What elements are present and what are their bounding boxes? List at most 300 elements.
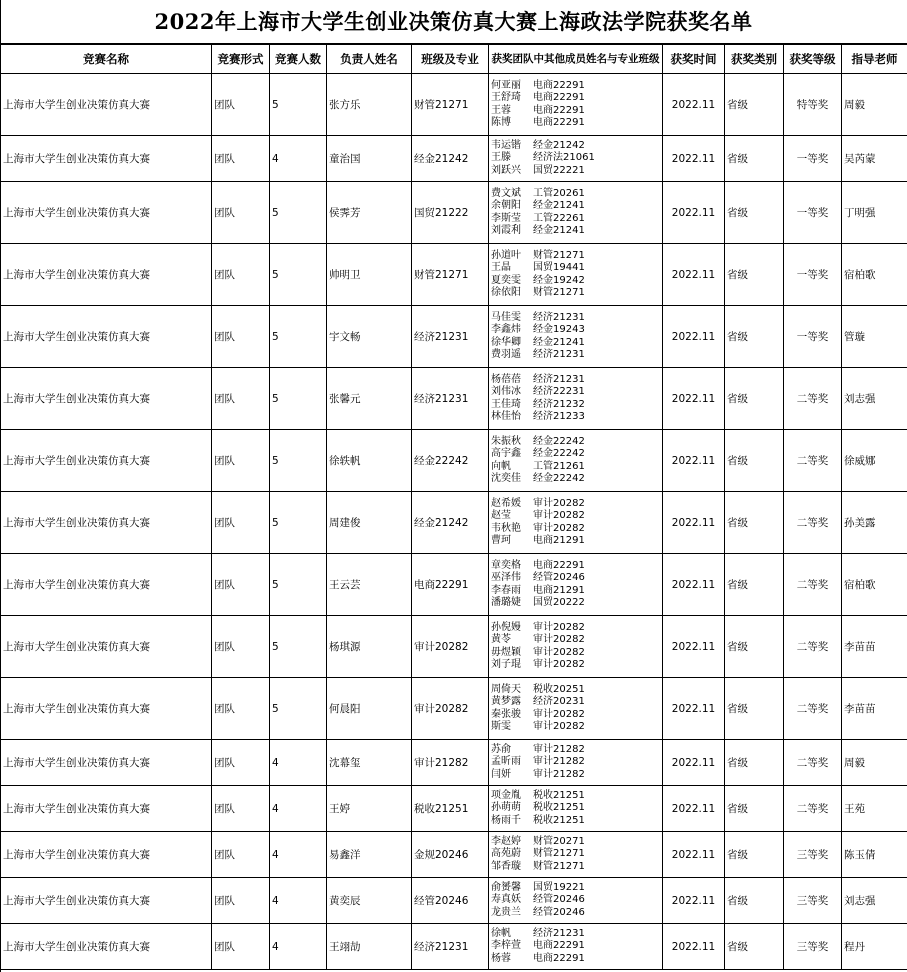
competition-name-cell: 上海市大学生创业决策仿真大赛 — [1, 306, 212, 368]
competition-form-cell: 团队 — [212, 136, 270, 182]
leader-class-cell: 金规20246 — [412, 832, 489, 878]
member-name: 李鑫炜 — [491, 324, 521, 336]
competition-form-cell: 团队 — [212, 678, 270, 740]
member-entry — [491, 399, 660, 411]
member-entry — [491, 634, 660, 646]
header-category: 获奖类别 — [725, 45, 784, 74]
member-class: 电商22291 — [533, 559, 585, 571]
member-entry — [491, 769, 660, 781]
leader-name-cell: 宇文畅 — [327, 306, 412, 368]
teacher-cell: 李苗苗 — [842, 678, 907, 740]
award-category-cell: 省级 — [725, 616, 784, 678]
award-category-cell: 省级 — [725, 554, 784, 616]
member-name: 王滕 — [491, 152, 511, 164]
header-teacher: 指导老师 — [842, 45, 907, 74]
member-class: 审计20282 — [533, 621, 585, 633]
member-name: 赵莹 — [491, 510, 511, 522]
member-class: 审计20282 — [533, 634, 585, 646]
member-name: 徐帆 — [491, 927, 511, 939]
member-name: 赵希媛 — [491, 497, 521, 509]
table-row — [1, 878, 907, 924]
member-entry — [491, 622, 660, 634]
leader-name-cell: 童治国 — [327, 136, 412, 182]
member-class: 工管20261 — [533, 187, 585, 199]
teacher-cell: 陈玉倩 — [842, 832, 907, 878]
members-cell — [489, 430, 663, 492]
member-name: 毋煜颖 — [491, 646, 521, 658]
member-name: 余朝阳 — [491, 200, 521, 212]
team-count-cell: 5 — [270, 74, 327, 136]
teacher-cell: 宿柏歌 — [842, 244, 907, 306]
member-name: 杨蓉 — [491, 952, 511, 964]
leader-name-cell: 徐轶帆 — [327, 430, 412, 492]
member-name: 章奕格 — [491, 559, 521, 571]
competition-form-cell: 团队 — [212, 182, 270, 244]
member-class: 税收21251 — [533, 802, 585, 814]
members-cell — [489, 136, 663, 182]
member-name: 费羽遥 — [491, 348, 521, 360]
team-count-cell: 5 — [270, 368, 327, 430]
member-name: 黄梦露 — [491, 696, 521, 708]
members-cell — [489, 182, 663, 244]
teacher-cell: 管璇 — [842, 306, 907, 368]
member-name: 李斯莹 — [491, 212, 521, 224]
leader-name-cell: 帅明卫 — [327, 244, 412, 306]
members-cell — [489, 616, 663, 678]
member-name: 高苑蔚 — [491, 848, 521, 860]
members-cell — [489, 492, 663, 554]
member-name: 王蓉 — [491, 104, 511, 116]
member-class: 经济法21061 — [533, 152, 595, 164]
leader-name-cell: 王婷 — [327, 786, 412, 832]
member-name: 费文斌 — [491, 187, 521, 199]
award-category-cell: 省级 — [725, 924, 784, 970]
members-cell — [489, 74, 663, 136]
award-category-cell: 省级 — [725, 786, 784, 832]
team-count-cell: 4 — [270, 136, 327, 182]
team-count-cell: 5 — [270, 616, 327, 678]
award-level-cell: 一等奖 — [784, 244, 842, 306]
member-name: 王晶 — [491, 262, 511, 274]
members-cell — [489, 244, 663, 306]
competition-name-cell: 上海市大学生创业决策仿真大赛 — [1, 786, 212, 832]
competition-form-cell: 团队 — [212, 616, 270, 678]
competition-form-cell: 团队 — [212, 74, 270, 136]
member-entry — [491, 790, 660, 802]
member-entry — [491, 213, 660, 225]
competition-name-cell: 上海市大学生创业决策仿真大赛 — [1, 492, 212, 554]
member-name: 秦张骏 — [491, 708, 521, 720]
award-category-cell: 省级 — [725, 878, 784, 924]
member-name: 龙贵兰 — [491, 906, 521, 918]
member-entry — [491, 953, 660, 965]
member-class: 财管21271 — [533, 860, 585, 872]
member-name: 潘璐婕 — [491, 596, 521, 608]
award-time-cell: 2022.11 — [663, 616, 725, 678]
competition-name-cell: 上海市大学生创业决策仿真大赛 — [1, 74, 212, 136]
teacher-cell: 刘志强 — [842, 368, 907, 430]
member-name: 邹香璇 — [491, 860, 521, 872]
member-name: 高宇鑫 — [491, 448, 521, 460]
member-name: 孟昕雨 — [491, 756, 521, 768]
member-entry — [491, 337, 660, 349]
table-row — [1, 306, 907, 368]
leader-class-cell: 审计20282 — [412, 616, 489, 678]
award-level-cell: 三等奖 — [784, 832, 842, 878]
leader-name-cell: 周建俊 — [327, 492, 412, 554]
member-name: 闫妍 — [491, 768, 511, 780]
member-class: 财管20271 — [533, 835, 585, 847]
member-name: 寿真妖 — [491, 894, 521, 906]
member-entry — [491, 262, 660, 274]
competition-form-cell: 团队 — [212, 740, 270, 786]
member-entry — [491, 510, 660, 522]
member-class: 经济21231 — [533, 927, 585, 939]
award-time-cell: 2022.11 — [663, 554, 725, 616]
header-members: 获奖团队中其他成员姓名与专业班级 — [489, 45, 663, 74]
member-entry — [491, 250, 660, 262]
member-class: 国贸22221 — [533, 164, 585, 176]
leader-class-cell: 经济21231 — [412, 924, 489, 970]
teacher-cell: 刘志强 — [842, 878, 907, 924]
member-class: 经管20246 — [533, 572, 585, 584]
leader-class-cell: 电商22291 — [412, 554, 489, 616]
award-category-cell: 省级 — [725, 740, 784, 786]
member-entry — [491, 940, 660, 952]
members-cell — [489, 554, 663, 616]
member-class: 电商22291 — [533, 952, 585, 964]
team-count-cell: 4 — [270, 832, 327, 878]
award-level-cell: 二等奖 — [784, 492, 842, 554]
table-row — [1, 136, 907, 182]
leader-class-cell: 经金22242 — [412, 430, 489, 492]
member-entry — [491, 312, 660, 324]
award-category-cell: 省级 — [725, 832, 784, 878]
member-entry — [491, 92, 660, 104]
table-row — [1, 786, 907, 832]
member-class: 审计20282 — [533, 522, 585, 534]
award-table — [0, 44, 907, 970]
team-count-cell: 5 — [270, 306, 327, 368]
member-entry — [491, 721, 660, 733]
award-level-cell: 三等奖 — [784, 924, 842, 970]
member-entry — [491, 275, 660, 287]
member-name: 沈奕佳 — [491, 472, 521, 484]
member-class: 电商22291 — [533, 79, 585, 91]
member-class: 经济22231 — [533, 386, 585, 398]
member-entry — [491, 659, 660, 671]
table-row — [1, 74, 907, 136]
member-name: 苏俞 — [491, 743, 511, 755]
member-class: 税收20251 — [533, 683, 585, 695]
member-entry — [491, 287, 660, 299]
award-time-cell: 2022.11 — [663, 878, 725, 924]
member-class: 经济21232 — [533, 398, 585, 410]
member-entry — [491, 684, 660, 696]
leader-name-cell: 杨琪源 — [327, 616, 412, 678]
member-entry — [491, 374, 660, 386]
member-class: 经管20246 — [533, 894, 585, 906]
member-entry — [491, 696, 660, 708]
header-count: 竞赛人数 — [270, 45, 327, 74]
award-level-cell: 二等奖 — [784, 616, 842, 678]
member-class: 工管21261 — [533, 460, 585, 472]
member-class: 审计21282 — [533, 756, 585, 768]
award-category-cell: 省级 — [725, 430, 784, 492]
member-entry — [491, 756, 660, 768]
members-cell — [489, 878, 663, 924]
team-count-cell: 4 — [270, 878, 327, 924]
table-row — [1, 554, 907, 616]
member-entry — [491, 597, 660, 609]
award-time-cell: 2022.11 — [663, 492, 725, 554]
member-class: 税收21251 — [533, 789, 585, 801]
teacher-cell: 孙美露 — [842, 492, 907, 554]
member-class: 电商22291 — [533, 116, 585, 128]
member-entry — [491, 200, 660, 212]
leader-name-cell: 黄奕辰 — [327, 878, 412, 924]
teacher-cell: 程丹 — [842, 924, 907, 970]
leader-name-cell: 沈幕玺 — [327, 740, 412, 786]
member-class: 经济21231 — [533, 373, 585, 385]
teacher-cell: 宿柏歌 — [842, 554, 907, 616]
leader-name-cell: 侯霁芳 — [327, 182, 412, 244]
competition-form-cell: 团队 — [212, 554, 270, 616]
member-name: 项金胤 — [491, 789, 521, 801]
competition-form-cell: 团队 — [212, 492, 270, 554]
award-time-cell: 2022.11 — [663, 244, 725, 306]
award-level-cell: 二等奖 — [784, 368, 842, 430]
competition-name-cell: 上海市大学生创业决策仿真大赛 — [1, 368, 212, 430]
leader-class-cell: 审计21282 — [412, 740, 489, 786]
member-name: 刘霞利 — [491, 224, 521, 236]
leader-class-cell: 经管20246 — [412, 878, 489, 924]
member-class: 国贸19441 — [533, 262, 585, 274]
team-count-cell: 4 — [270, 740, 327, 786]
member-entry — [491, 225, 660, 237]
competition-name-cell: 上海市大学生创业决策仿真大赛 — [1, 136, 212, 182]
member-entry — [491, 523, 660, 535]
competition-form-cell: 团队 — [212, 878, 270, 924]
competition-name-cell: 上海市大学生创业决策仿真大赛 — [1, 554, 212, 616]
table-row — [1, 832, 907, 878]
member-class: 财管21271 — [533, 249, 585, 261]
member-entry — [491, 324, 660, 336]
header-class: 班级及专业 — [412, 45, 489, 74]
member-class: 审计21282 — [533, 768, 585, 780]
award-level-cell: 一等奖 — [784, 306, 842, 368]
member-name: 李春雨 — [491, 584, 521, 596]
competition-name-cell: 上海市大学生创业决策仿真大赛 — [1, 182, 212, 244]
member-class: 经金22242 — [533, 448, 585, 460]
member-class: 经金21241 — [533, 336, 585, 348]
table-row — [1, 924, 907, 970]
member-class: 审计20282 — [533, 708, 585, 720]
member-name: 林佳怡 — [491, 410, 521, 422]
competition-form-cell: 团队 — [212, 368, 270, 430]
table-row — [1, 616, 907, 678]
award-level-cell: 二等奖 — [784, 740, 842, 786]
members-cell — [489, 368, 663, 430]
member-entry — [491, 386, 660, 398]
teacher-cell: 周毅 — [842, 74, 907, 136]
header-form: 竞赛形式 — [212, 45, 270, 74]
member-entry — [491, 165, 660, 177]
member-entry — [491, 473, 660, 485]
competition-name-cell: 上海市大学生创业决策仿真大赛 — [1, 244, 212, 306]
member-entry — [491, 448, 660, 460]
member-entry — [491, 560, 660, 572]
award-level-cell: 二等奖 — [784, 554, 842, 616]
member-class: 电商22291 — [533, 940, 585, 952]
member-name: 巫泽伟 — [491, 572, 521, 584]
member-name: 徐依阳 — [491, 286, 521, 298]
leader-class-cell: 税收21251 — [412, 786, 489, 832]
member-name: 孙道叶 — [491, 249, 521, 261]
competition-form-cell: 团队 — [212, 786, 270, 832]
member-entry — [491, 461, 660, 473]
member-name: 王舒琦 — [491, 92, 521, 104]
member-class: 财管21271 — [533, 848, 585, 860]
member-entry — [491, 836, 660, 848]
member-entry — [491, 105, 660, 117]
team-count-cell: 5 — [270, 182, 327, 244]
member-class: 审计21282 — [533, 743, 585, 755]
member-name: 斯雯 — [491, 720, 511, 732]
table-row — [1, 244, 907, 306]
teacher-cell: 王苑 — [842, 786, 907, 832]
member-class: 电商21291 — [533, 584, 585, 596]
award-level-cell: 二等奖 — [784, 786, 842, 832]
award-time-cell: 2022.11 — [663, 136, 725, 182]
member-entry — [491, 535, 660, 547]
award-category-cell: 省级 — [725, 74, 784, 136]
member-class: 经管20246 — [533, 906, 585, 918]
member-name: 杨雨千 — [491, 814, 521, 826]
award-category-cell: 省级 — [725, 182, 784, 244]
member-entry — [491, 188, 660, 200]
member-class: 经金21241 — [533, 224, 585, 236]
teacher-cell: 李苗苗 — [842, 616, 907, 678]
award-time-cell: 2022.11 — [663, 740, 725, 786]
award-time-cell: 2022.11 — [663, 678, 725, 740]
leader-name-cell: 张馨元 — [327, 368, 412, 430]
competition-name-cell: 上海市大学生创业决策仿真大赛 — [1, 740, 212, 786]
member-name: 刘跃兴 — [491, 164, 521, 176]
member-entry — [491, 140, 660, 152]
leader-name-cell: 王翊劼 — [327, 924, 412, 970]
member-name: 韦运锴 — [491, 139, 521, 151]
header-leader: 负责人姓名 — [327, 45, 412, 74]
teacher-cell: 丁明强 — [842, 182, 907, 244]
members-cell — [489, 306, 663, 368]
member-class: 经济21233 — [533, 410, 585, 422]
competition-form-cell: 团队 — [212, 430, 270, 492]
table-row — [1, 182, 907, 244]
teacher-cell: 吴芮蒙 — [842, 136, 907, 182]
member-class: 财管21271 — [533, 286, 585, 298]
award-category-cell: 省级 — [725, 678, 784, 740]
member-class: 经金22242 — [533, 435, 585, 447]
member-class: 电商22291 — [533, 92, 585, 104]
member-name: 刘伟冰 — [491, 386, 521, 398]
award-category-cell: 省级 — [725, 136, 784, 182]
member-name: 周倚天 — [491, 683, 521, 695]
member-class: 审计20282 — [533, 510, 585, 522]
header-time: 获奖时间 — [663, 45, 725, 74]
competition-name-cell: 上海市大学生创业决策仿真大赛 — [1, 678, 212, 740]
member-name: 李赵婷 — [491, 835, 521, 847]
leader-class-cell: 经济21231 — [412, 306, 489, 368]
member-name: 孙倪嫚 — [491, 621, 521, 633]
team-count-cell: 5 — [270, 244, 327, 306]
members-cell — [489, 786, 663, 832]
members-cell — [489, 740, 663, 786]
team-count-cell: 5 — [270, 430, 327, 492]
member-class: 经济20231 — [533, 696, 585, 708]
header-level: 获奖等级 — [784, 45, 842, 74]
award-category-cell: 省级 — [725, 306, 784, 368]
member-name: 李梓萱 — [491, 940, 521, 952]
sheet-title: 2022年上海市大学生创业决策仿真大赛上海政法学院获奖名单 — [0, 0, 907, 44]
award-time-cell: 2022.11 — [663, 924, 725, 970]
members-cell — [489, 678, 663, 740]
member-entry — [491, 349, 660, 361]
member-entry — [491, 585, 660, 597]
member-entry — [491, 882, 660, 894]
member-class: 经济21231 — [533, 348, 585, 360]
member-name: 王佳琦 — [491, 398, 521, 410]
leader-name-cell: 何晨阳 — [327, 678, 412, 740]
member-class: 审计20282 — [533, 658, 585, 670]
member-entry — [491, 894, 660, 906]
leader-name-cell: 张方乐 — [327, 74, 412, 136]
member-name: 刘子琨 — [491, 658, 521, 670]
award-time-cell: 2022.11 — [663, 182, 725, 244]
member-name: 韦秋艳 — [491, 522, 521, 534]
member-entry — [491, 815, 660, 827]
team-count-cell: 4 — [270, 786, 327, 832]
award-category-cell: 省级 — [725, 244, 784, 306]
member-entry — [491, 744, 660, 756]
member-class: 经金21242 — [533, 139, 585, 151]
member-entry — [491, 861, 660, 873]
award-time-cell: 2022.11 — [663, 368, 725, 430]
award-category-cell: 省级 — [725, 368, 784, 430]
award-level-cell: 一等奖 — [784, 182, 842, 244]
table-row — [1, 740, 907, 786]
award-time-cell: 2022.11 — [663, 306, 725, 368]
member-class: 税收21251 — [533, 814, 585, 826]
member-entry — [491, 411, 660, 423]
competition-name-cell: 上海市大学生创业决策仿真大赛 — [1, 878, 212, 924]
award-level-cell: 二等奖 — [784, 430, 842, 492]
member-name: 黄苓 — [491, 634, 511, 646]
award-category-cell: 省级 — [725, 492, 784, 554]
member-name: 曹珂 — [491, 534, 511, 546]
award-time-cell: 2022.11 — [663, 430, 725, 492]
member-name: 夏奕雯 — [491, 274, 521, 286]
leader-class-cell: 经金21242 — [412, 492, 489, 554]
member-name: 杨蓓蓓 — [491, 373, 521, 385]
team-count-cell: 5 — [270, 554, 327, 616]
member-name: 徐华卿 — [491, 336, 521, 348]
member-entry — [491, 848, 660, 860]
award-time-cell: 2022.11 — [663, 832, 725, 878]
award-level-cell: 二等奖 — [784, 678, 842, 740]
member-class: 审计20282 — [533, 646, 585, 658]
award-time-cell: 2022.11 — [663, 786, 725, 832]
